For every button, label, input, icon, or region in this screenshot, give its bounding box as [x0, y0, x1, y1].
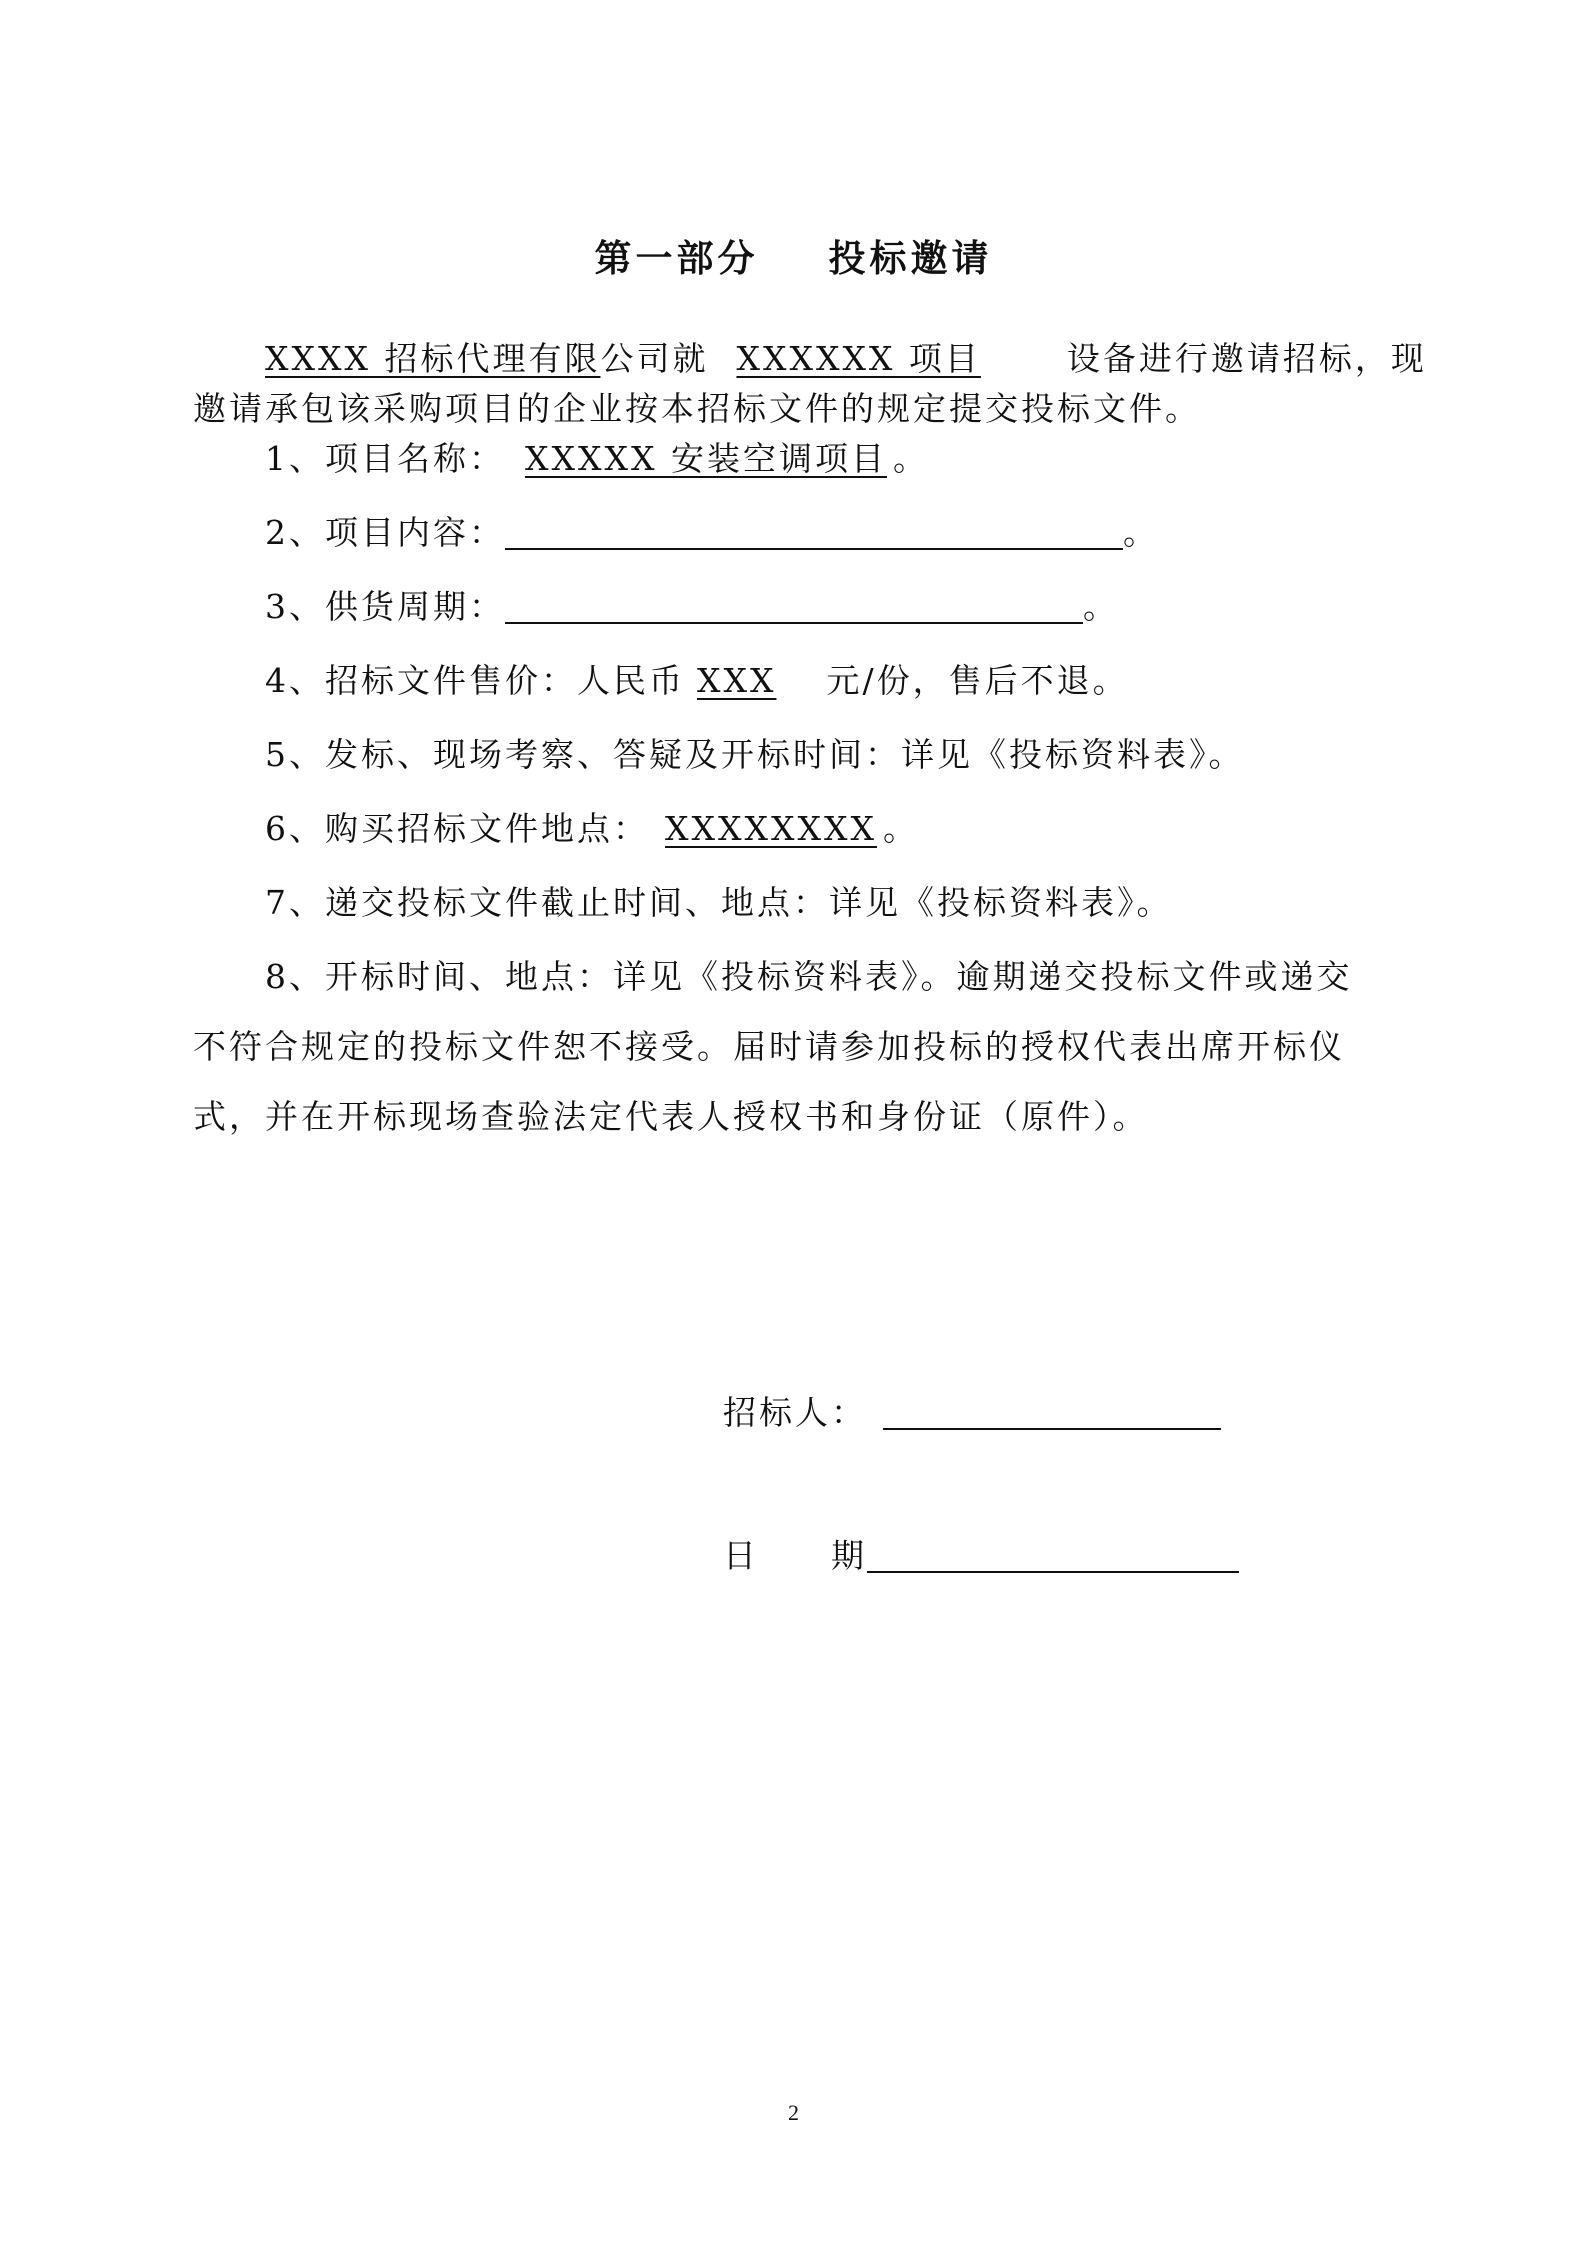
item-8-line-2: 不符合规定的投标文件恕不接受。届时请参加投标的授权代表出席开标仪 [193, 1027, 1345, 1066]
item-2: 2、项目内容： 。 [265, 513, 1159, 552]
tenderer-label: 招标人： [723, 1393, 867, 1432]
item-8-line-3: 式，并在开标现场查验法定代表人授权书和身份证（原件）。 [193, 1097, 1149, 1136]
agency-name: XXXX 招标代理有限 [265, 339, 601, 378]
title-part: 第一部分 [594, 236, 759, 280]
item-8-line-1: 8、开标时间、地点：详见《投标资料表》。逾期递交投标文件或递交 [265, 957, 1353, 996]
item-1-value: XXXXX 安装空调项目 [525, 439, 887, 478]
item-5: 5、发标、现场考察、答疑及开标时间：详见《投标资料表》。 [265, 735, 1245, 774]
item-2-blank [505, 518, 1123, 550]
tenderer-blank [883, 1398, 1221, 1430]
item-4-price: XXX [697, 661, 777, 700]
item-6: 6、购买招标文件地点： XXXXXXXX 。 [265, 809, 919, 848]
item-3-blank [505, 592, 1083, 624]
intro-line-2: 邀请承包该采购项目的企业按本招标文件的规定提交投标文件。 [193, 389, 1201, 428]
project-name: XXXXXX 项目 [736, 339, 981, 378]
tenderer-signature [723, 1387, 1221, 1434]
intro-line-1: XXXX 招标代理有限公司就 XXXXXX 项目 设备进行邀请招标，现 [265, 339, 1427, 378]
item-1: 1、项目名称： XXXXX 安装空调项目 。 [265, 439, 929, 478]
page-number: 2 [788, 2100, 799, 2125]
item-4: 4、招标文件售价：人民币 XXX 元/份，售后不退。 [265, 661, 1129, 700]
date-label: 日 期 [723, 1536, 867, 1575]
page-title [0, 228, 1587, 282]
date-blank [867, 1541, 1239, 1573]
item-6-value: XXXXXXXX [665, 809, 877, 848]
item-3: 3、供货周期： 。 [265, 587, 1119, 626]
title-name: 投标邀请 [828, 236, 993, 280]
date-signature [723, 1530, 1239, 1577]
item-7: 7、递交投标文件截止时间、地点：详见《投标资料表》。 [265, 883, 1173, 922]
